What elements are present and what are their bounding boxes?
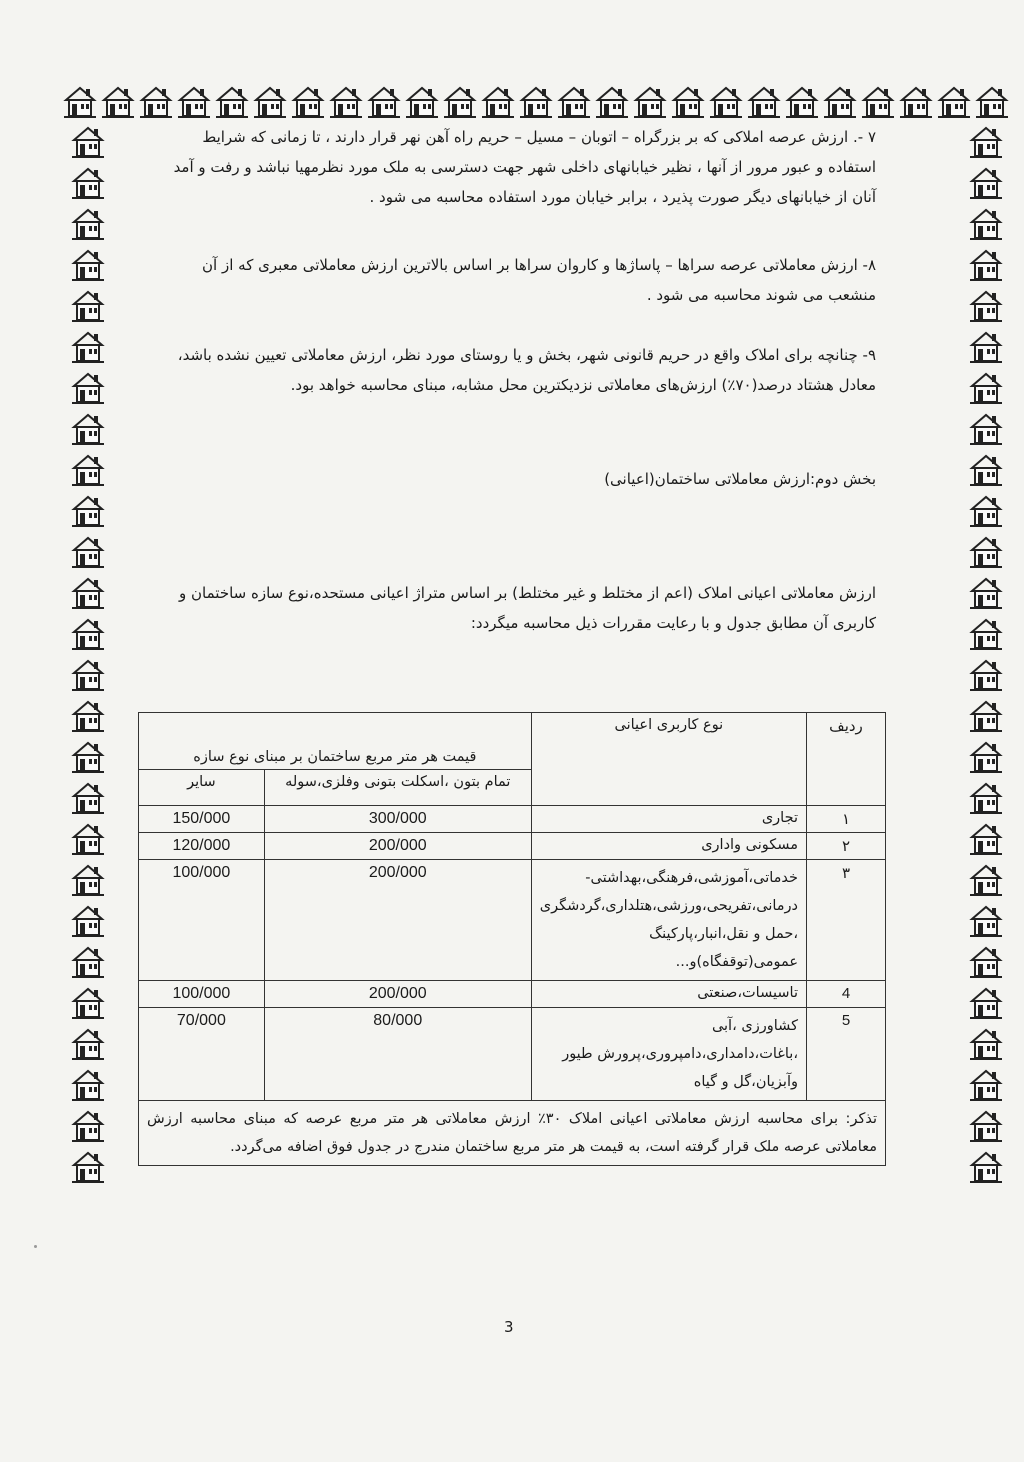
house-icon: [100, 84, 136, 120]
house-icon: [176, 84, 212, 120]
house-icon: [822, 84, 858, 120]
top-house-border: [62, 84, 1010, 120]
row-price-concrete: 200/000: [264, 833, 531, 860]
row-price-other: 100/000: [139, 860, 265, 981]
house-icon: [974, 84, 1010, 120]
header-row-number: ردیف: [807, 713, 886, 806]
house-icon: [70, 903, 106, 939]
house-icon: [70, 575, 106, 611]
paragraph-8: ۸- ارزش معاملاتی عرصه سراها – پاساژها و کاروان سراها بر اساس بالاترین ارزش معاملاتی معبری که از آن منشعب می شوند محاسبه می شود .: [202, 256, 876, 304]
house-icon: [70, 452, 106, 488]
house-icon: [968, 206, 1004, 242]
house-icon: [518, 84, 554, 120]
house-icon: [968, 329, 1004, 365]
house-icon: [968, 370, 1004, 406]
table-row: [139, 860, 886, 981]
house-icon: [252, 84, 288, 120]
house-icon: [968, 452, 1004, 488]
house-icon: [898, 84, 934, 120]
house-icon: [968, 534, 1004, 570]
house-icon: [968, 821, 1004, 857]
house-icon: [968, 903, 1004, 939]
house-icon: [290, 84, 326, 120]
house-icon: [968, 1026, 1004, 1062]
house-icon: [968, 616, 1004, 652]
house-icon: [70, 944, 106, 980]
house-icon: [480, 84, 516, 120]
row-price-concrete: 80/000: [264, 1008, 531, 1101]
house-icon: [968, 165, 1004, 201]
house-icon: [968, 288, 1004, 324]
house-icon: [70, 985, 106, 1021]
house-icon: [936, 84, 972, 120]
house-icon: [70, 862, 106, 898]
right-house-border: [968, 124, 1004, 1185]
row-price-other: 70/000: [139, 1008, 265, 1101]
house-icon: [70, 411, 106, 447]
row-usage: مسکونی واداری: [531, 833, 806, 860]
house-icon: [968, 780, 1004, 816]
house-icon: [138, 84, 174, 120]
header-price-group: قیمت هر متر مربع ساختمان بر مبنای نوع سازه: [139, 713, 532, 770]
house-icon: [708, 84, 744, 120]
row-usage: خدماتی،آموزشی،فرهنگی،بهداشتی- درمانی،تفریحی،ورزشی،هتلداری،گردشگری ،حمل و نقل،انبار،پارکینگ عمومی(توقفگاه)و...: [531, 860, 806, 981]
house-icon: [968, 247, 1004, 283]
house-icon: [632, 84, 668, 120]
house-icon: [70, 616, 106, 652]
house-icon: [366, 84, 402, 120]
house-icon: [670, 84, 706, 120]
row-price-other: 100/000: [139, 981, 265, 1008]
house-icon: [328, 84, 364, 120]
house-icon: [968, 739, 1004, 775]
house-icon: [968, 1108, 1004, 1144]
house-icon: [214, 84, 250, 120]
paragraph-9: ۹- چنانچه برای املاک واقع در حریم قانونی شهر، بخش و یا روستای مورد نظر، ارزش معاملاتی تعیین نشده باشد، معادل هشتاد درصد(۷۰٪) ارزش‌های معاملاتی نزدیکترین محل مشابه، مبنای محاسبه خواهد بود.: [177, 346, 876, 394]
row-price-concrete: 200/000: [264, 860, 531, 981]
table-row: [139, 806, 886, 833]
house-icon: [968, 862, 1004, 898]
row-index: ۲: [807, 833, 886, 860]
table-row: [139, 1008, 886, 1101]
house-icon: [70, 124, 106, 160]
house-icon: [70, 1108, 106, 1144]
house-icon: [70, 698, 106, 734]
house-icon: [62, 84, 98, 120]
house-icon: [556, 84, 592, 120]
row-usage: تاسیسات،صنعتی: [531, 981, 806, 1008]
house-icon: [968, 657, 1004, 693]
house-icon: [968, 493, 1004, 529]
scan-speck: [34, 1245, 37, 1248]
house-icon: [968, 575, 1004, 611]
house-icon: [860, 84, 896, 120]
row-price-other: 120/000: [139, 833, 265, 860]
header-concrete: تمام بتون ،اسکلت بتونی وفلزی،سوله: [264, 770, 531, 806]
house-icon: [746, 84, 782, 120]
header-usage: نوع کاربری اعیانی: [531, 713, 806, 806]
row-usage: تجاری: [531, 806, 806, 833]
house-icon: [70, 821, 106, 857]
house-icon: [70, 247, 106, 283]
house-icon: [70, 1067, 106, 1103]
house-icon: [404, 84, 440, 120]
table-row: [139, 981, 886, 1008]
row-price-other: 150/000: [139, 806, 265, 833]
house-icon: [70, 370, 106, 406]
table-note: تذکر: برای محاسبه ارزش معاملاتی اعیانی املاک ۳۰٪ ارزش معاملاتی هر متر مربع عرصه که مبنای محاسبه ارزش معاملاتی عرصه ملک قرار گرفته است، به قیمت هر متر مربع ساختمان مندرج در جدول فوق اضافه می‌گردد.: [139, 1101, 886, 1166]
house-icon: [968, 944, 1004, 980]
house-icon: [70, 288, 106, 324]
row-price-concrete: 300/000: [264, 806, 531, 833]
house-icon: [70, 657, 106, 693]
house-icon: [442, 84, 478, 120]
left-house-border: [70, 124, 106, 1185]
section-title: بخش دوم:ارزش معاملاتی ساختمان(اعیانی): [604, 470, 876, 488]
row-index: ۳: [807, 860, 886, 981]
valuation-table: [138, 712, 886, 1166]
intro-paragraph: ارزش معاملاتی اعیانی املاک (اعم از مختلط و غیر مختلط) بر اساس متراژ اعیانی مستحده،نوع سازه ساختمان و کاربری آن مطابق جدول و با رعایت مقررات ذیل محاسبه میگردد:: [179, 584, 876, 632]
table-row: [139, 833, 886, 860]
house-icon: [70, 534, 106, 570]
house-icon: [70, 165, 106, 201]
house-icon: [70, 206, 106, 242]
house-icon: [968, 124, 1004, 160]
house-icon: [784, 84, 820, 120]
house-icon: [968, 1067, 1004, 1103]
house-icon: [968, 985, 1004, 1021]
house-icon: [70, 739, 106, 775]
header-other: سایر: [139, 770, 265, 806]
house-icon: [968, 698, 1004, 734]
row-price-concrete: 200/000: [264, 981, 531, 1008]
house-icon: [70, 780, 106, 816]
row-index: 5: [807, 1008, 886, 1101]
house-icon: [70, 1149, 106, 1185]
house-icon: [70, 1026, 106, 1062]
house-icon: [968, 411, 1004, 447]
house-icon: [70, 493, 106, 529]
row-index: 4: [807, 981, 886, 1008]
house-icon: [70, 329, 106, 365]
page-number: 3: [504, 1318, 514, 1336]
row-usage: کشاورزی ،آبی ،باغات،دامداری،دامپروری،پرورش طیور وآبزیان،گل و گیاه: [531, 1008, 806, 1101]
row-index: ۱: [807, 806, 886, 833]
house-icon: [968, 1149, 1004, 1185]
house-icon: [594, 84, 630, 120]
paragraph-7: ۷ -. ارزش عرصه املاکی که بر بزرگراه – اتوبان – مسیل – حریم راه آهن نهر قرار دارند ، تا زمانی که شرایط استفاده و عبور مرور از آنها ، نظیر خیابانهای داخلی شهر جهت دسترسی به ملک مورد نظرمهیا نباشد و رفت و آمد آنان از خیابانهای دیگر صورت پذیرد ، برابر خیابان مورد استفاده محاسبه می شود .: [173, 128, 876, 206]
